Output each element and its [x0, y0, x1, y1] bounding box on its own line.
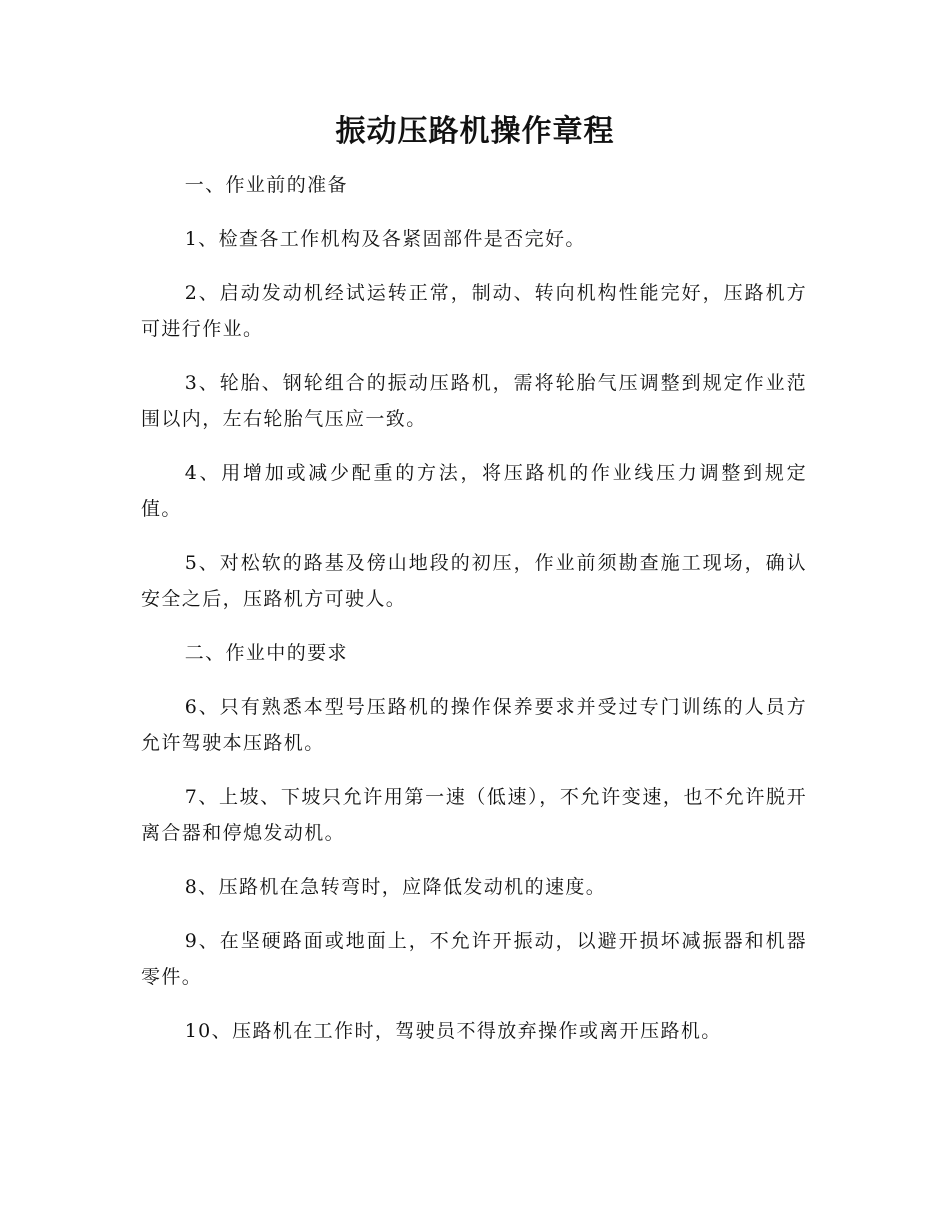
- paragraph: 1、检查各工作机构及各紧固部件是否完好。: [184, 228, 586, 250]
- section-heading: 二、作业中的要求: [184, 642, 348, 664]
- paragraph: 10、压路机在工作时，驾驶员不得放弃操作或离开压路机。: [184, 1020, 722, 1042]
- paragraph: 6、只有熟悉本型号压路机的操作保养要求并受过专门训练的人员方允许驾驶本压路机。: [141, 696, 807, 754]
- paragraph: 4、用增加或减少配重的方法，将压路机的作业线压力调整到规定值。: [141, 462, 807, 520]
- paragraph: 2、启动发动机经试运转正常，制动、转向机构性能完好，压路机方可进行作业。: [141, 282, 807, 340]
- paragraph: 3、轮胎、钢轮组合的振动压路机，需将轮胎气压调整到规定作业范围以内，左右轮胎气压应一致。: [141, 372, 807, 430]
- paragraph: 9、在坚硬路面或地面上，不允许开振动，以避开损坏减振器和机器零件。: [141, 930, 807, 988]
- document-body: [141, 167, 807, 1067]
- paragraph: 8、压路机在急转弯时，应降低发动机的速度。: [184, 876, 607, 898]
- section-heading: 一、作业前的准备: [184, 174, 348, 196]
- document-title: 振动压路机操作章程: [335, 114, 615, 149]
- paragraph: 5、对松软的路基及傍山地段的初压，作业前须勘查施工现场，确认安全之后，压路机方可驶人。: [141, 552, 807, 610]
- paragraph: 7、上坡、下坡只允许用第一速（低速），不允许变速，也不允许脱开离合器和停熄发动机。: [141, 786, 807, 844]
